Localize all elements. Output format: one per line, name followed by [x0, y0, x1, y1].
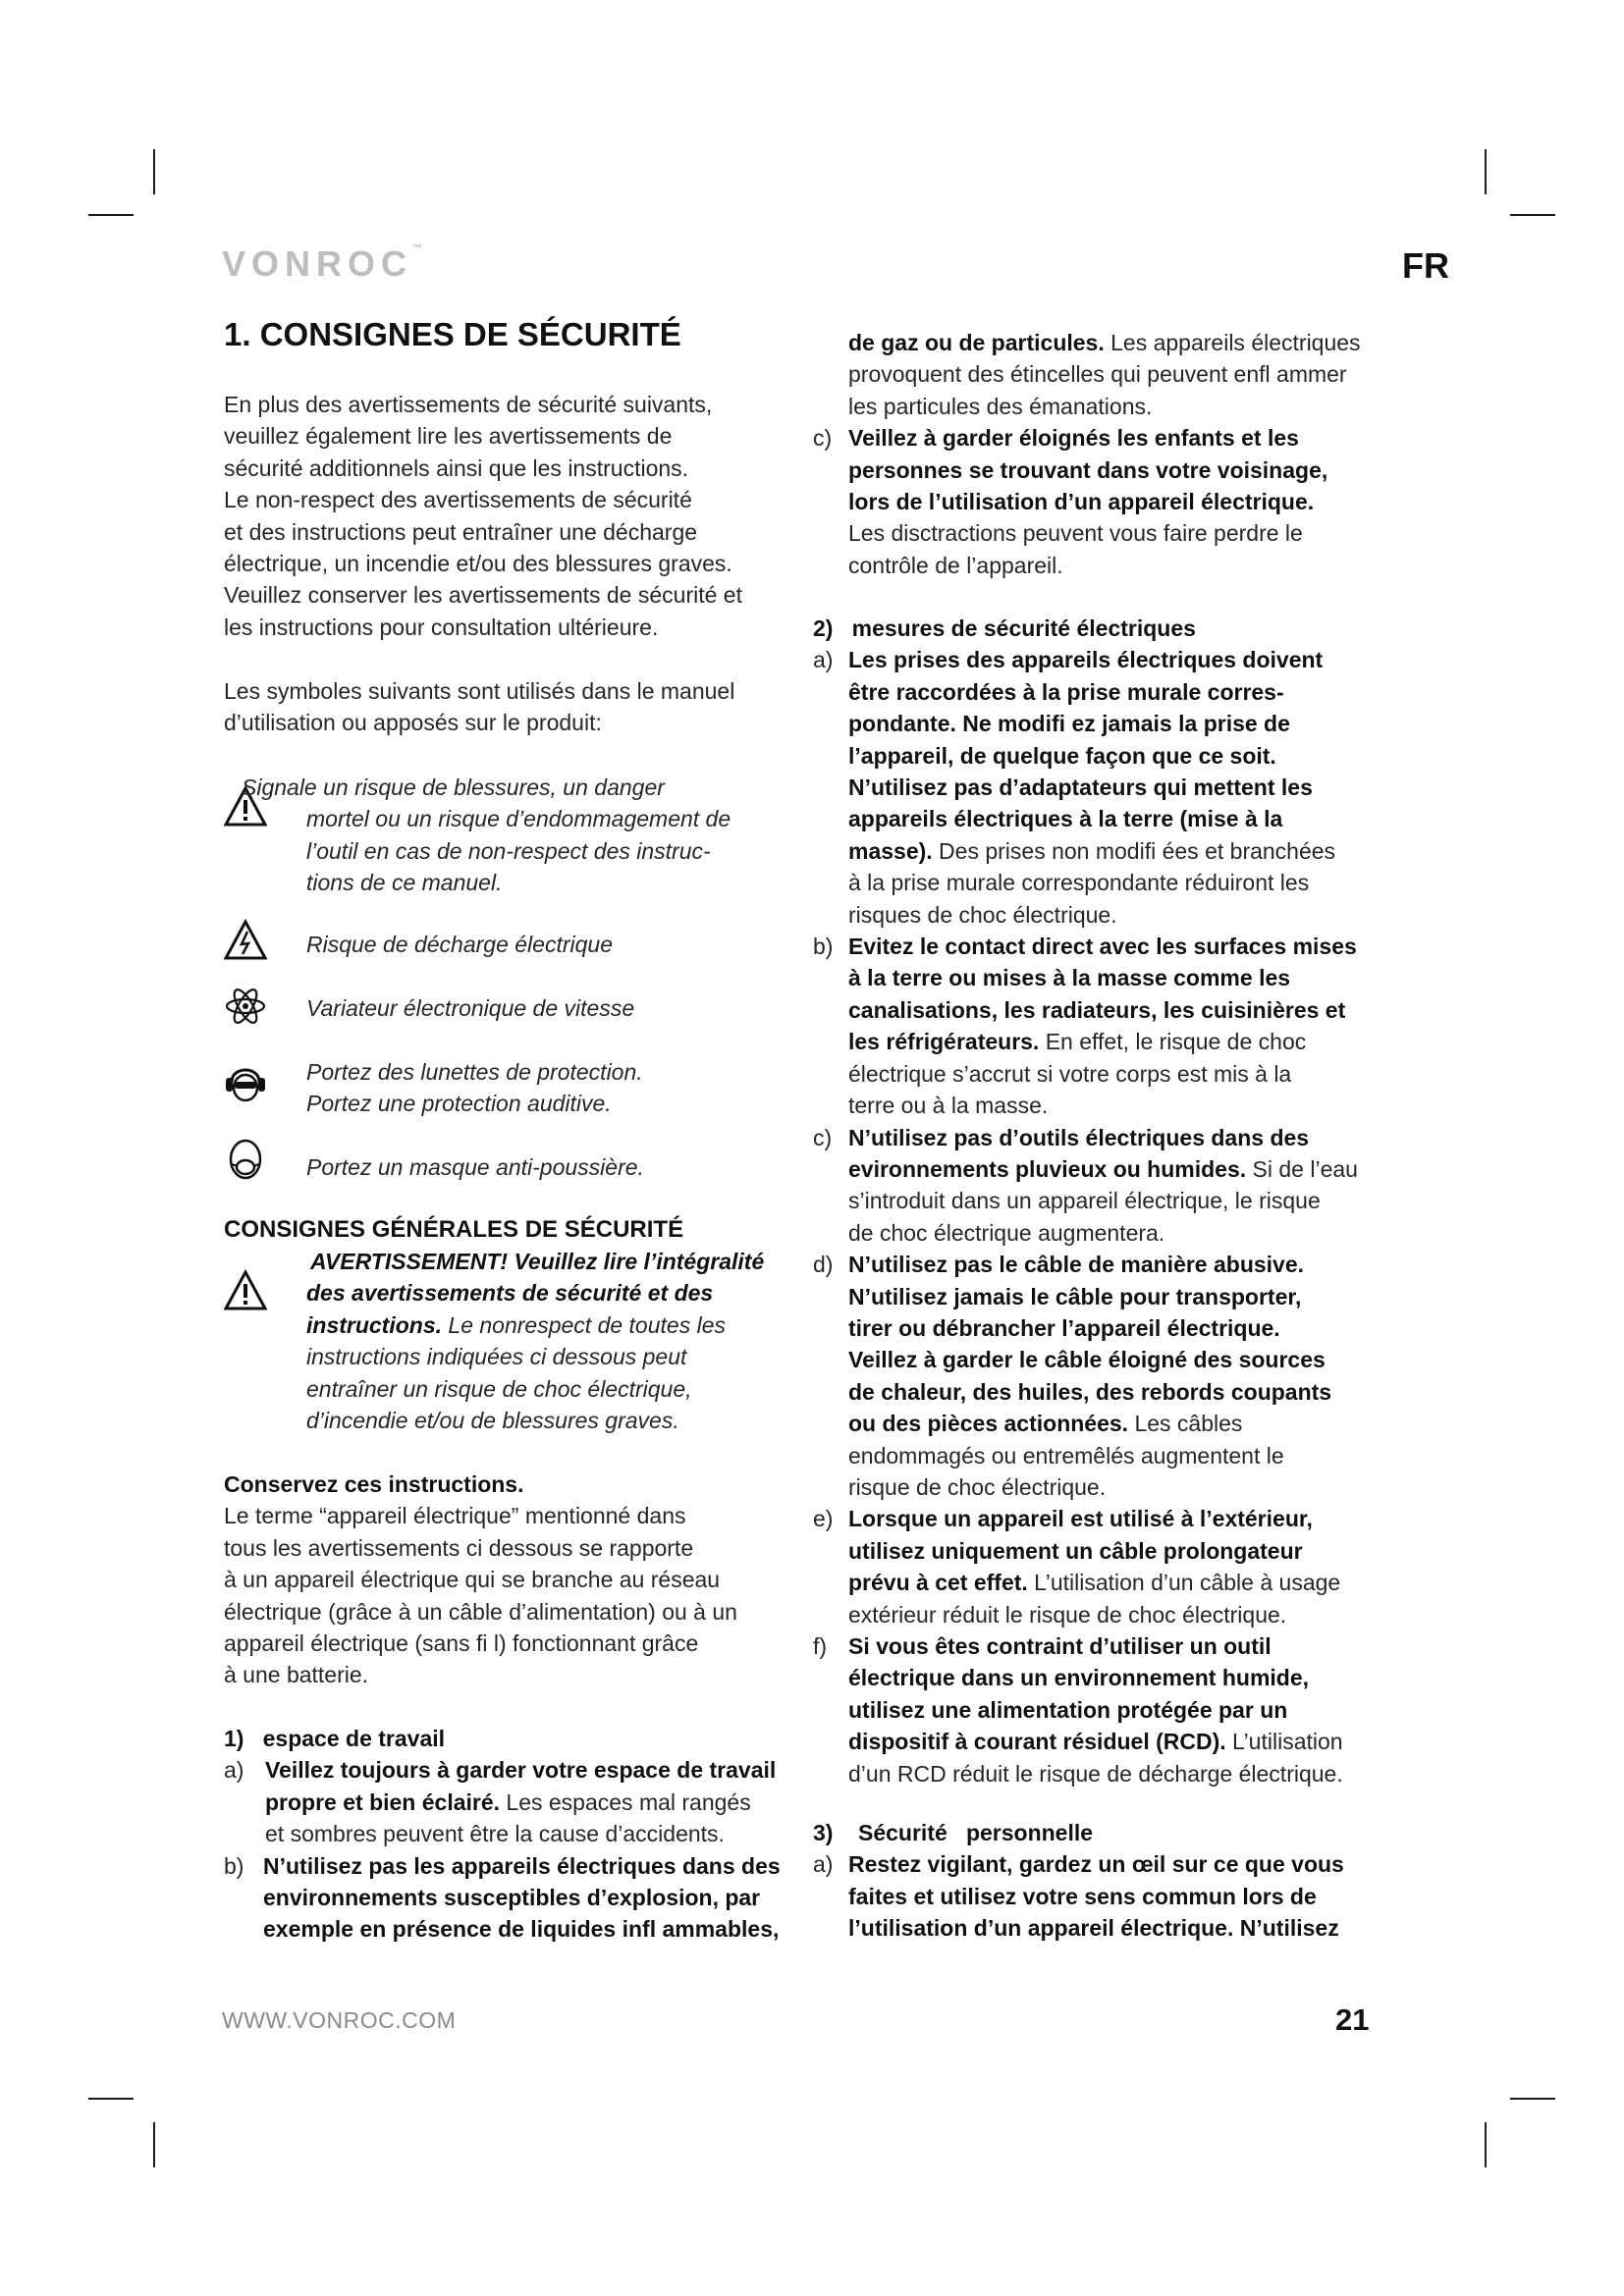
list-item: a) Restez vigilant, gardez un œil sur ce que vous faites et utilisez votre sens commun lors de l’utilisation d’un appareil électrique. N’utilisez [813, 1851, 1344, 1942]
footer-url: WWW.VONROC.COM [222, 2007, 457, 2033]
symbols-intro [224, 675, 734, 739]
crop-mark [1510, 2098, 1555, 2100]
list-item: c) N’utilisez pas d’outils électriques dans des evironnements pluvieux ou humides. Si de l’eau s’introduit dans un appareil électrique, le risque de choc électrique augmentera. [813, 1124, 1358, 1246]
list-item: a) Veillez toujours à garder votre espace de travail propre et bien éclairé. Les espaces mal rangés et sombres peuvent être la cause d’accidents. [224, 1757, 777, 1847]
list-item: b) Evitez le contact direct avec les surfaces mises à la terre ou mises à la masse comme les canalisations, les radiateurs, les cuisinières et les réfrigérateurs. En effet, le risque de choc électrique s’accrut si votre corps est mis à la terre ou à la masse. [813, 934, 1357, 1119]
symbol-description: Portez un masque anti-poussière. [306, 1154, 644, 1180]
section-personal-safety [813, 1817, 1390, 1945]
brand-logo: VONROC™ [222, 243, 423, 284]
continued-paragraph: de gaz ou de particules. Les appareils électriques provoquent des étincelles qui peuvent enfl ammer les particules des émanations. c) Veillez à garder éloignés les enfants et les personnes se trouvant dans votre voisinage, lors de l’utilisation d’un appareil électrique. Les disctractions peuvent vous faire perdre le contrôle de l’appareil. [813, 327, 1390, 581]
warning-triangle-icon [224, 1269, 267, 1312]
text-line: Veuillez conserver les avertissements de sécurité et [224, 582, 742, 609]
subsection-heading: 2) mesures de sécurité électriques [813, 615, 1196, 641]
text-line: les instructions pour consultation ultérieure. [224, 614, 659, 640]
symbol-description: Portez des lunettes de protection. Portez une protection auditive. [306, 1059, 643, 1117]
list-item: c) Veillez à garder éloignés les enfants et les personnes se trouvant dans votre voisinage, lors de l’utilisation d’un appareil électrique. Les disctractions peuvent vous faire perdre le contrôle de l’appareil. [813, 425, 1328, 578]
text-line: électrique, un incendie et/ou des blessures graves. [224, 551, 732, 577]
text-line: Les symboles suivants sont utilisés dans le manuel [224, 678, 735, 704]
list-item: d) N’utilisez pas le câble de manière abusive. N’utilisez jamais le câble pour transporter, tirer ou débrancher l’appareil électrique. Veillez à garder le câble éloigné des sources de chaleur, des huiles, des rebords coupants ou des pièces actionnées. Les câbles endommagés ou entremêlés augmentent le risque de choc électrique. [813, 1252, 1332, 1500]
electric-shock-icon [224, 919, 267, 962]
page-number: 21 [1335, 2002, 1370, 2037]
crop-mark [1510, 214, 1555, 216]
conserve-paragraph: Conservez ces instructions. Le terme “appareil électrique” mentionné dans tous les avertissements ci dessous se rapporte à un appareil électrique qui se branche au réseau électrique (grâce à un câble d’alimentation) ou à un appareil électrique (sans fi l) fonctionnant grâce à une batterie. [224, 1471, 737, 1688]
intro-paragraph [224, 389, 742, 643]
dust-mask-icon [224, 1138, 267, 1181]
conserve-heading: Conservez ces instructions. [224, 1471, 524, 1497]
general-warning: AVERTISSEMENT! Veuillez lire l’intégralité des avertissements de sécurité et des instructions. Le nonrespect de toutes les instructions indiquées ci dessous peut entraîner un risque de choc électrique, d’incendie et/ou de blessures graves. [224, 1246, 793, 1436]
symbol-description: Variateur électronique de vitesse [306, 995, 635, 1021]
crop-mark [88, 214, 134, 216]
symbol-description: Risque de décharge électrique [306, 932, 613, 957]
section-electrical [813, 613, 1390, 1789]
crop-mark [1485, 2122, 1487, 2167]
list-item: f) Si vous êtes contraint d’utiliser un outil électrique dans un environnement humide, utilisez une alimentation protégée par un dispositif à courant résiduel (RCD). L’utilisation d’un RCD réduit le risque de décharge électrique. [813, 1633, 1343, 1787]
goggles-earmuffs-icon [224, 1060, 267, 1103]
text-line: sécurité additionnels ainsi que les instructions. [224, 454, 689, 481]
section-work-area [224, 1723, 803, 1946]
subsection-heading: 1) espace de travail [224, 1726, 446, 1751]
crop-mark [1485, 149, 1487, 194]
list-item: a) Les prises des appareils électriques doivent être raccordées à la prise murale corres- pondante. Ne modifi ez jamais la prise de l’appareil, de quelque façon que ce soit. N’utilisez pas d’adaptateurs qui mettent les appareils électriques à la terre (mise à la masse). Des prises non modifi ées et branchées à la prise murale correspondante réduiront les risques de choc électrique. [813, 647, 1336, 928]
speed-control-icon [224, 985, 267, 1028]
page-title: 1. CONSIGNES DE SÉCURITÉ [224, 316, 681, 352]
language-code: FR [1402, 245, 1449, 286]
crop-mark [88, 2098, 134, 2100]
text-line: d’utilisation ou apposés sur le produit: [224, 710, 602, 736]
symbol-description: Signale un risque de blessures, un danger mortel ou un risque d’endommagement de l’outil en cas de non-respect des instruc- tions de ce manuel. [242, 774, 731, 896]
text-line: Le non-respect des avertissements de sécurité [224, 487, 692, 513]
text-line: et des instructions peut entraîner une décharge [224, 518, 698, 545]
text-line: En plus des avertissements de sécurité suivants, [224, 392, 713, 417]
list-item: e) Lorsque un appareil est utilisé à l’extérieur, utilisez uniquement un câble prolongateur prévu à cet effet. L’utilisation d’un câble à usage extérieur réduit le risque de choc électrique. [813, 1506, 1341, 1628]
list-item: b) N’utilisez pas les appareils électriques dans des environnements susceptibles d’explosion, par exemple en présence de liquides infl ammables, [224, 1852, 781, 1943]
section-heading: CONSIGNES GÉNÉRALES DE SÉCURITÉ [224, 1216, 684, 1243]
text-line: veuillez également lire les avertissements de [224, 423, 673, 450]
crop-mark [153, 149, 155, 194]
subsection-heading: 3) Sécurité personnelle [813, 1820, 1094, 1845]
crop-mark [153, 2122, 155, 2167]
